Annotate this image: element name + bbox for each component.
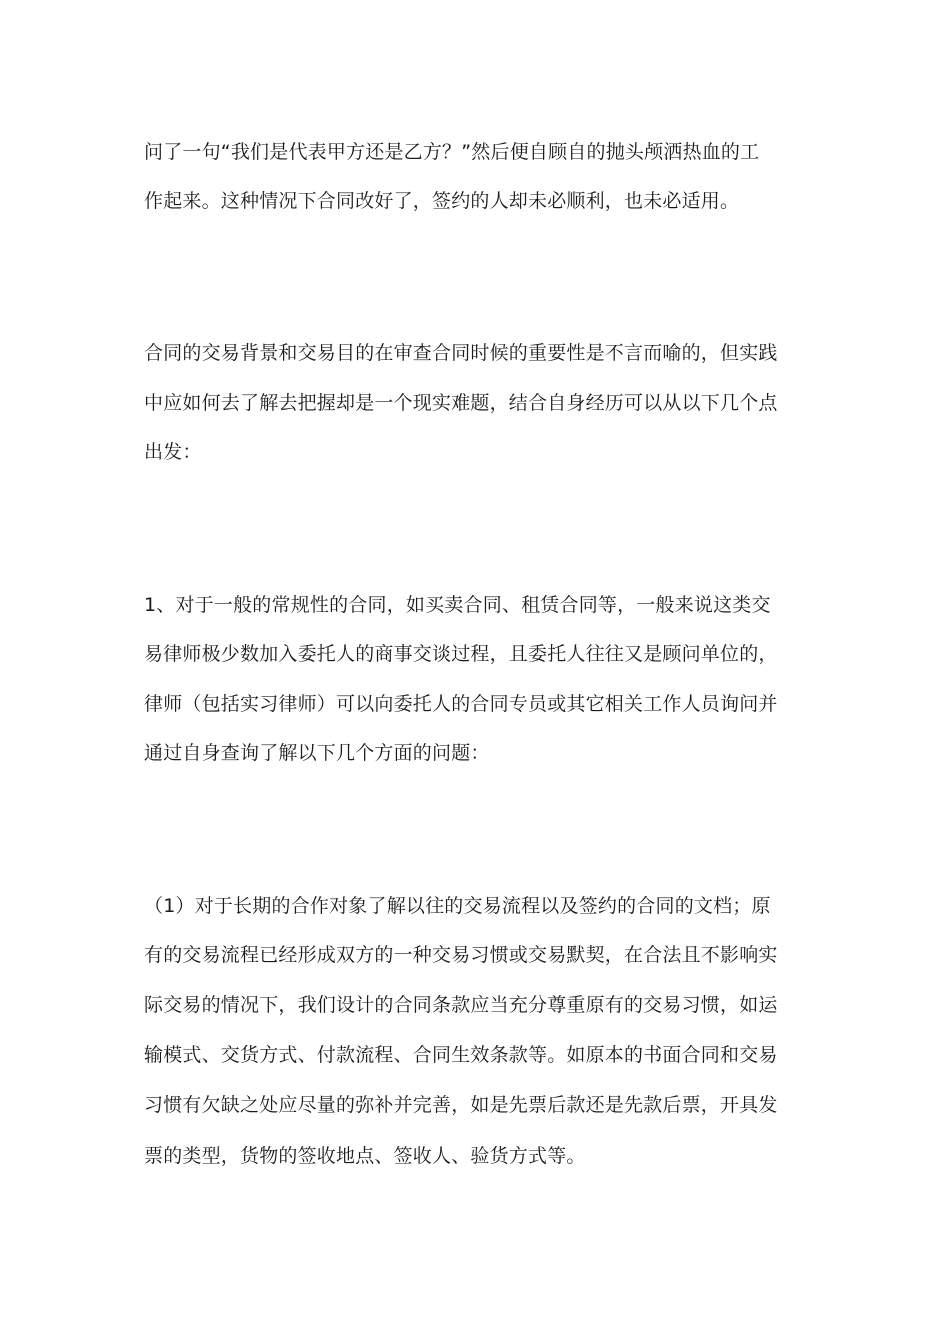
text-line: 1、对于一般的常规性的合同，如买卖合同、租赁合同等，一般来说这类交	[144, 594, 771, 616]
text-line: 作起来。这种情况下合同改好了，签约的人却未必顺利，也未必适用。	[144, 190, 740, 212]
text-line: 票的类型，货物的签收地点、签收人、验货方式等。	[144, 1145, 586, 1167]
text-line: 律师（包括实习律师）可以向委托人的合同专员或其它相关工作人员询问并	[144, 693, 778, 715]
text-line: （1）对于长期的合作对象了解以往的交易流程以及签约的合同的文档；原	[144, 895, 771, 917]
text-line: 习惯有欠缺之处应尽量的弥补并完善，如是先票后款还是先款后票，开具发	[144, 1094, 778, 1116]
text-line: 出发：	[144, 441, 202, 463]
text-line: 问了一句“我们是代表甲方还是乙方？”然后便自顾自的抛头颅洒热血的工	[144, 141, 760, 163]
text-line: 易律师极少数加入委托人的商事交谈过程，且委托人往往又是顾问单位的，	[144, 643, 778, 665]
text-line: 合同的交易背景和交易目的在审查合同时候的重要性是不言而喻的，但实践	[144, 342, 778, 364]
text-line: 通过自身查询了解以下几个方面的问题：	[144, 742, 490, 764]
text-line: 输模式、交货方式、付款流程、合同生效条款等。如原本的书面合同和交易	[144, 1044, 778, 1066]
text-line: 有的交易流程已经形成双方的一种交易习惯或交易默契，在合法且不影响实	[144, 944, 778, 966]
text-line: 中应如何去了解去把握却是一个现实难题，结合自身经历可以从以下几个点	[144, 392, 778, 414]
text-line: 际交易的情况下，我们设计的合同条款应当充分尊重原有的交易习惯，如运	[144, 994, 778, 1016]
